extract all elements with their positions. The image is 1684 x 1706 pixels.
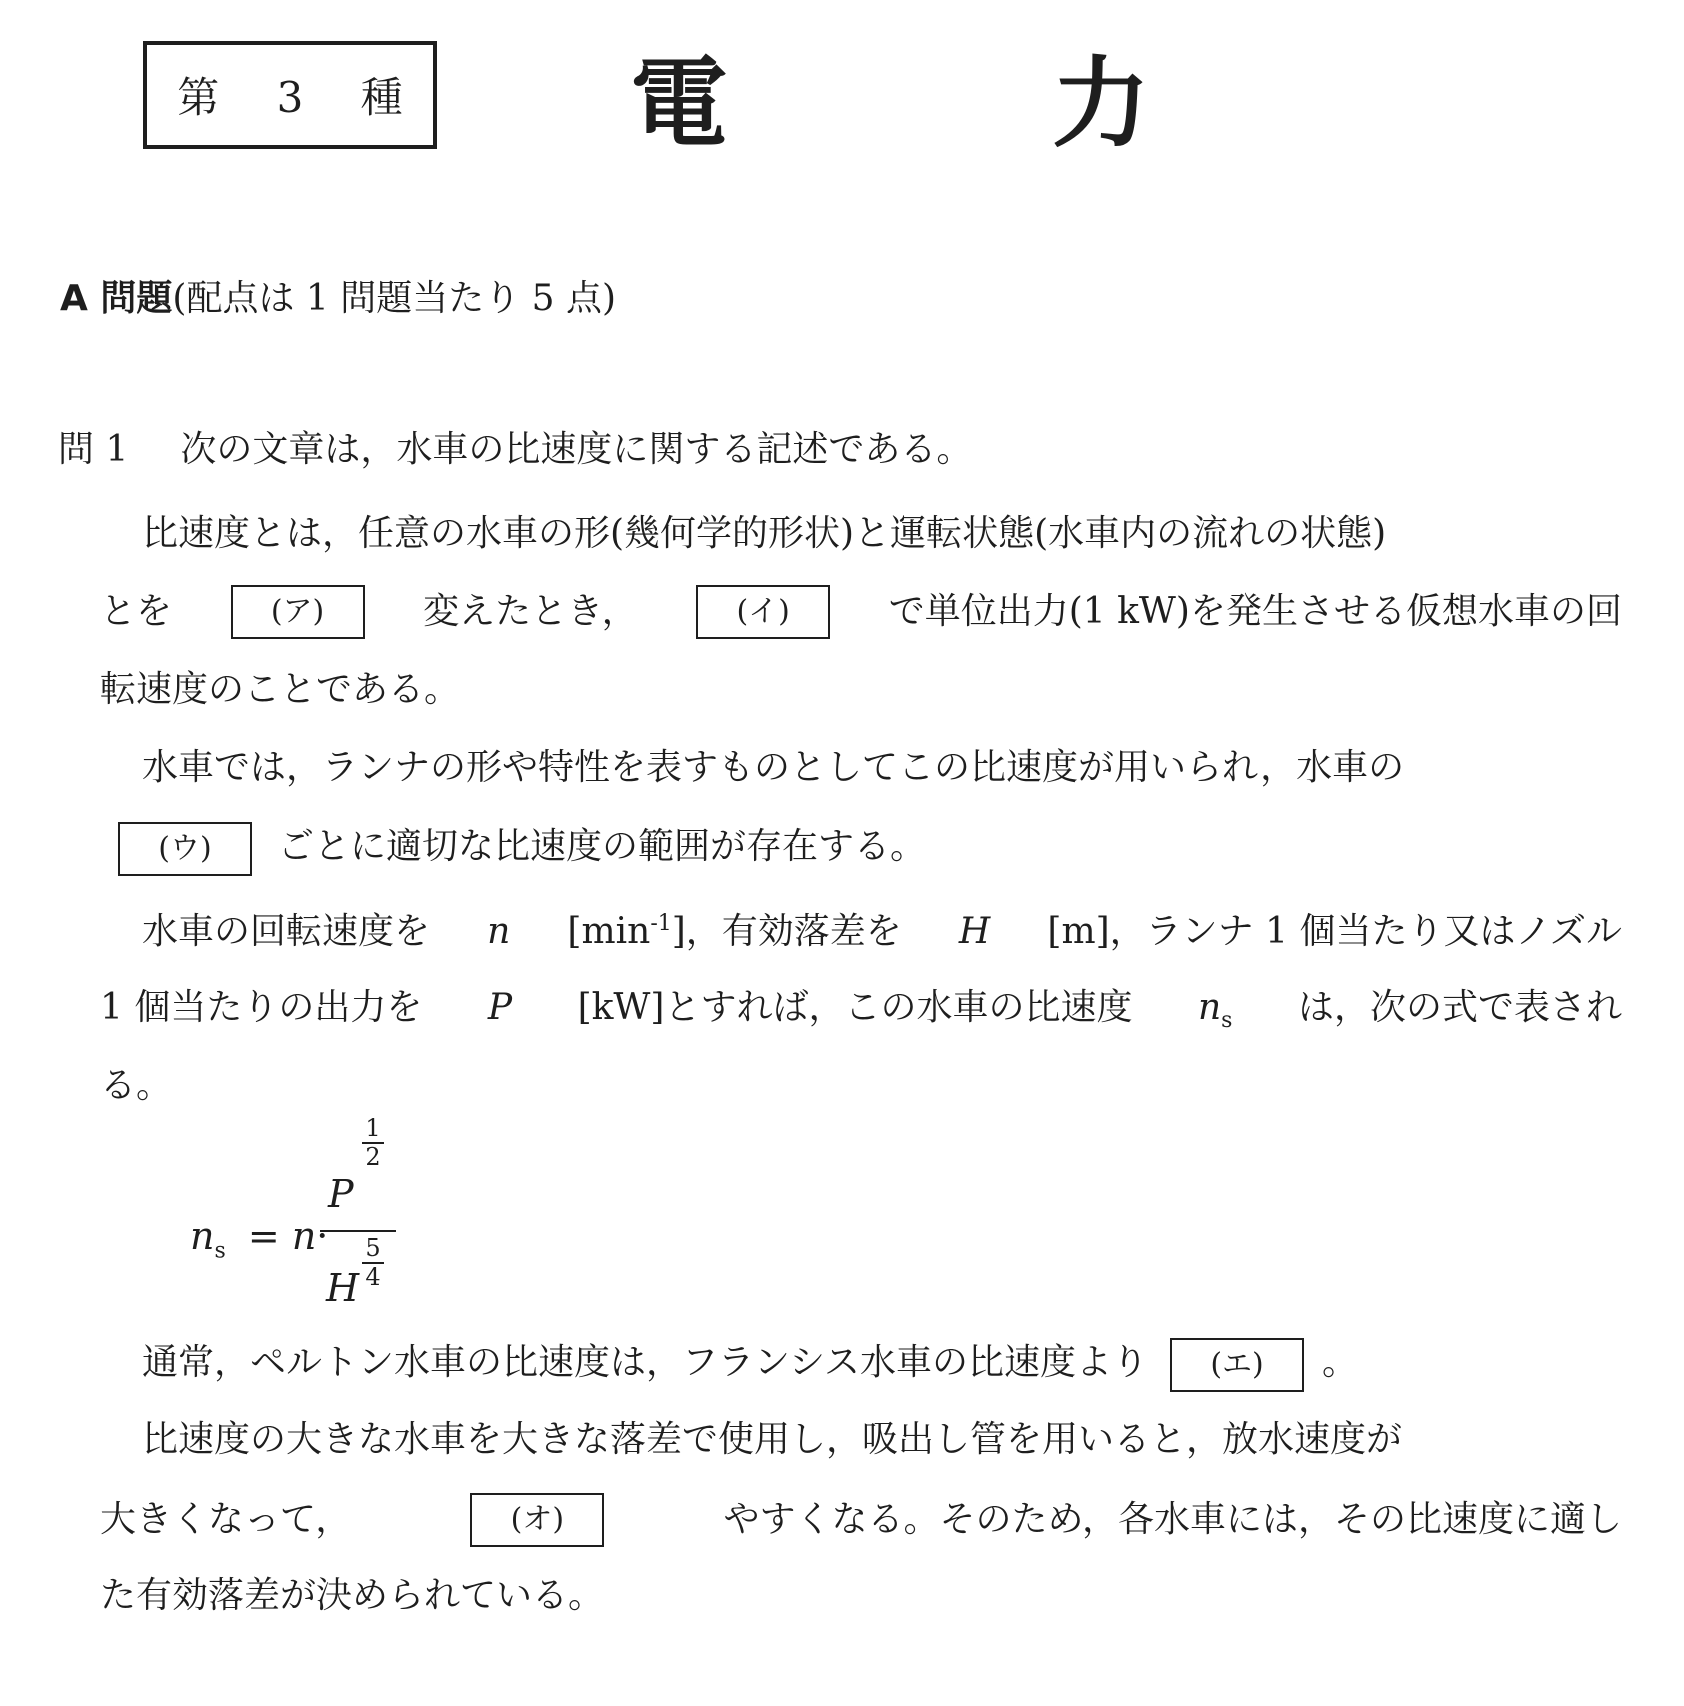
p5-line1-text: 比速度の大きな水車を大きな落差で使用し，吸出し管を用いると，放水速度が (142, 1419, 1403, 1460)
subject-title (630, 40, 1150, 161)
var-ns: n (1197, 987, 1222, 1028)
p3-line3 (100, 1065, 173, 1106)
p5-line2-a: 大きくなって， (100, 1499, 352, 1540)
formula-lhs-sub: s (214, 1238, 226, 1264)
blank-a: (ア) (231, 585, 365, 639)
p1-line1 (142, 513, 1622, 554)
p1-line3 (100, 669, 461, 710)
formula-den-exponent (362, 1236, 384, 1290)
p1-line2 (100, 585, 1622, 639)
p1-line2-b: 変えたとき， (423, 591, 638, 632)
p2-line1 (142, 747, 1622, 788)
p3-l2-a: 1 個当たりの出力を (100, 987, 423, 1028)
formula-num-exponent (362, 1116, 384, 1170)
p3-line2 (100, 987, 1622, 1034)
specific-speed-formula (190, 1114, 450, 1310)
p5-line2-b: やすくなる。そのため，各水車には，その比速度に適し (723, 1499, 1622, 1540)
blank-e: (エ) (1170, 1338, 1304, 1392)
p5-line2 (100, 1493, 1622, 1547)
question-intro: 次の文章は，水車の比速度に関する記述である。 (180, 429, 973, 470)
p5-line3 (100, 1575, 605, 1616)
var-P: P (487, 987, 513, 1028)
p3-line1 (142, 911, 1622, 952)
section-note: (配点は 1 問題当たり 5 点) (172, 278, 617, 319)
blank-u: (ウ) (118, 822, 252, 876)
formula-numerator (328, 1172, 354, 1216)
p5-line3-text: た有効落差が決められている。 (100, 1575, 605, 1616)
var-ns-sub: s (1221, 1008, 1233, 1034)
den-exp-denominator: 4 (365, 1263, 381, 1292)
p3-l1-c: ]，有効落差を (671, 911, 902, 952)
p4-line1-b: 。 (1322, 1342, 1359, 1383)
p1-line2-a: とを (100, 591, 173, 632)
question-intro-line (58, 429, 973, 470)
formula-fraction-bar (320, 1230, 396, 1232)
p3-l1-sup: -1 (650, 911, 672, 936)
p1-line3-text: 転速度のことである。 (100, 669, 461, 710)
p3-l1-b: [min (567, 911, 651, 952)
p4-line1 (142, 1338, 1358, 1392)
num-exp-numerator: 1 (365, 1114, 381, 1142)
exam-category-box (143, 41, 437, 149)
formula-lhs (190, 1214, 329, 1264)
p3-l1-d: [m]，ランナ 1 個当たり又はノズル (1047, 911, 1622, 952)
var-n: n (487, 911, 511, 952)
formula-n: n (291, 1214, 317, 1258)
formula-dot: · (316, 1214, 329, 1258)
den-exp-numerator: 5 (365, 1234, 381, 1262)
exam-category: 第 3 種 (177, 73, 425, 122)
subject-title-left: 電 (630, 46, 729, 161)
p2-line2-text: ごとに適切な比速度の範囲が存在する。 (278, 826, 927, 867)
formula-num-var: P (328, 1172, 354, 1216)
var-H: H (958, 911, 991, 952)
section-label: A 問題 (60, 278, 173, 319)
p2-line2 (118, 822, 926, 876)
p1-line1-text: 比速度とは，任意の水車の形(幾何学的形状)と運転状態(水車内の流れの状態) (142, 513, 1387, 554)
p3-l1-a: 水車の回転速度を (142, 911, 431, 952)
formula-equals: = (247, 1214, 280, 1258)
subject-title-right: 力 (1051, 46, 1150, 161)
question-number: 問 1 (58, 429, 129, 470)
p1-line2-c: で単位出力(1 kW)を発生させる仮想水車の回 (888, 591, 1622, 632)
num-exp-denominator: 2 (365, 1143, 381, 1172)
p5-line1 (142, 1419, 1622, 1460)
p3-line3-text: る。 (100, 1065, 173, 1106)
formula-lhs-var: n (190, 1214, 215, 1258)
blank-o: (オ) (470, 1493, 604, 1547)
formula-denominator (326, 1266, 359, 1310)
p3-l2-c: は，次の式で表され (1297, 987, 1622, 1028)
section-heading (60, 270, 616, 321)
blank-i: (イ) (696, 585, 830, 639)
p3-l2-b: [kW]とすれば，この水車の比速度 (577, 987, 1133, 1028)
p2-line1-text: 水車では，ランナの形や特性を表すものとしてこの比速度が用いられ，水車の (142, 747, 1405, 788)
formula-den-var: H (326, 1266, 360, 1310)
p4-line1-a: 通常，ペルトン水車の比速度は，フランシス水車の比速度より (142, 1342, 1149, 1383)
